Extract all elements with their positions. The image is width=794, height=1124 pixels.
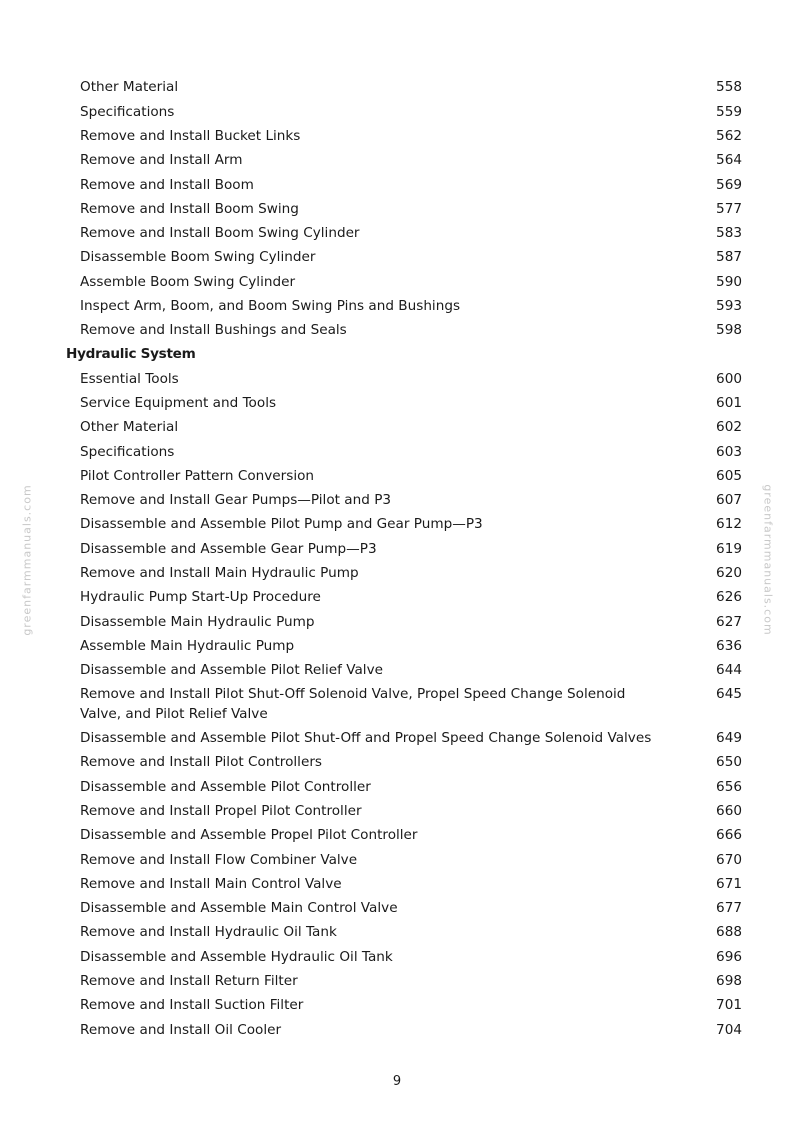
toc-entry-title: Remove and Install Boom: [80, 176, 254, 193]
toc-entry-page: 562: [716, 127, 742, 144]
section-heading[interactable]: Hydraulic System: [66, 346, 196, 363]
toc-entry-title: Remove and Install Gear Pumps—Pilot and P3: [80, 492, 392, 509]
toc-entry-page: 670: [716, 851, 742, 868]
toc-entry-title: Remove and Install Hydraulic Oil Tank: [80, 924, 337, 941]
toc-entry[interactable]: [66, 562, 742, 586]
toc-entry-title: Remove and Install Flow Combiner Valve: [80, 851, 358, 868]
toc-entry[interactable]: [66, 659, 742, 683]
toc-entry-page: 583: [716, 225, 742, 242]
toc-entry[interactable]: [66, 392, 742, 416]
toc-entry[interactable]: [66, 246, 742, 270]
toc-entry[interactable]: [66, 610, 742, 634]
toc-entry-page: 605: [716, 467, 742, 484]
toc-entry-title: Other Material: [80, 419, 179, 436]
page-number: 9: [392, 1074, 402, 1089]
toc-entry[interactable]: [66, 921, 742, 945]
toc-entry-title: Disassemble and Assemble Pilot Pump and Gear Pump—P3: [80, 516, 483, 533]
toc-entry-page: 644: [716, 662, 742, 679]
toc-entry-title: Service Equipment and Tools: [80, 395, 277, 412]
toc-entry-page: 564: [716, 152, 742, 169]
toc-entry[interactable]: [66, 634, 742, 658]
toc-entry-title: Disassemble and Assemble Hydraulic Oil Tank: [80, 948, 393, 965]
toc-entry[interactable]: [66, 727, 742, 751]
toc-entry-page: 649: [716, 730, 742, 747]
toc-entry[interactable]: [66, 824, 742, 848]
toc-entry-title: Remove and Install Main Control Valve: [80, 875, 342, 892]
toc-entry[interactable]: [66, 1018, 742, 1042]
toc-entry-page: 620: [716, 565, 742, 582]
toc-entry-page: 601: [716, 395, 742, 412]
toc-entry[interactable]: [66, 873, 742, 897]
toc-entry[interactable]: [66, 270, 742, 294]
toc-entry-title: Disassemble and Assemble Main Control Valve: [80, 900, 398, 917]
watermark-left: greenfarmmanuals.com: [20, 484, 34, 636]
toc-entry-page: 593: [716, 297, 742, 314]
table-of-contents: [66, 76, 742, 1042]
toc-entry-title: Remove and Install Arm: [80, 152, 243, 169]
toc-entry-page: 598: [716, 322, 742, 339]
toc-entries-top: [66, 76, 742, 343]
toc-entry[interactable]: [66, 416, 742, 440]
toc-entry-title: Remove and Install Return Filter: [80, 973, 298, 990]
toc-entry-title: Pilot Controller Pattern Conversion: [80, 467, 315, 484]
toc-entry[interactable]: [66, 197, 742, 221]
toc-entry[interactable]: [66, 537, 742, 561]
toc-entry-page: 671: [716, 875, 742, 892]
toc-entry[interactable]: [66, 465, 742, 489]
toc-entry[interactable]: [66, 683, 742, 727]
toc-entry-page: 607: [716, 492, 742, 509]
toc-entry-title: Disassemble Boom Swing Cylinder: [80, 249, 316, 266]
toc-entry[interactable]: [66, 586, 742, 610]
toc-entry-title: Remove and Install Main Hydraulic Pump: [80, 565, 359, 582]
toc-entry-page: 603: [716, 443, 742, 460]
toc-entry-title: Disassemble and Assemble Propel Pilot Controller: [80, 827, 418, 844]
toc-entries-hydraulic: [66, 367, 742, 1042]
toc-entry-title: Specifications: [80, 443, 175, 460]
toc-entry[interactable]: [66, 489, 742, 513]
toc-entry[interactable]: [66, 76, 742, 100]
toc-entry-title: Remove and Install Pilot Shut-Off Solenoid Valve, Propel Speed Change Solenoid Valve, and Pilot Relief Valve: [80, 686, 626, 722]
toc-entry-title: Disassemble and Assemble Gear Pump—P3: [80, 540, 377, 557]
toc-entry[interactable]: [66, 897, 742, 921]
toc-entry-title: Remove and Install Bucket Links: [80, 127, 301, 144]
toc-entry-title: Remove and Install Suction Filter: [80, 997, 304, 1014]
toc-entry-page: 612: [716, 516, 742, 533]
toc-entry[interactable]: [66, 173, 742, 197]
toc-entry-title: Remove and Install Boom Swing Cylinder: [80, 225, 360, 242]
toc-entry-page: 666: [716, 827, 742, 844]
toc-entry-page: 600: [716, 370, 742, 387]
toc-entry-title: Specifications: [80, 103, 175, 120]
toc-entry[interactable]: [66, 295, 742, 319]
toc-entry-page: 701: [716, 997, 742, 1014]
toc-entry-title: Disassemble and Assemble Pilot Shut-Off and Propel Speed Change Solenoid Valves: [80, 730, 652, 747]
toc-entry-page: 704: [716, 1021, 742, 1038]
toc-entry-page: 626: [716, 589, 742, 606]
toc-entry-page: 688: [716, 924, 742, 941]
toc-entry-page: 602: [716, 419, 742, 436]
toc-entry[interactable]: [66, 513, 742, 537]
toc-entry-title: Disassemble and Assemble Pilot Controller: [80, 778, 371, 795]
toc-entry-page: 590: [716, 273, 742, 290]
toc-entry[interactable]: [66, 149, 742, 173]
toc-entry[interactable]: [66, 751, 742, 775]
toc-entry-title: Remove and Install Pilot Controllers: [80, 754, 322, 771]
toc-entry-page: 696: [716, 948, 742, 965]
toc-entry[interactable]: [66, 319, 742, 343]
toc-entry-page: 569: [716, 176, 742, 193]
toc-entry-page: 677: [716, 900, 742, 917]
toc-entry[interactable]: [66, 970, 742, 994]
toc-entry-title: Inspect Arm, Boom, and Boom Swing Pins and Bushings: [80, 297, 461, 314]
toc-entry-page: 558: [716, 79, 742, 96]
toc-entry[interactable]: [66, 945, 742, 969]
toc-entry-page: 650: [716, 754, 742, 771]
toc-entry[interactable]: [66, 125, 742, 149]
toc-entry[interactable]: [66, 994, 742, 1018]
toc-entry-title: Remove and Install Boom Swing: [80, 200, 299, 217]
toc-entry-title: Other Material: [80, 79, 179, 96]
toc-entry[interactable]: [66, 222, 742, 246]
toc-entry[interactable]: [66, 100, 742, 124]
toc-entry[interactable]: [66, 367, 742, 391]
toc-entry-title: Essential Tools: [80, 370, 179, 387]
toc-entry-page: 636: [716, 637, 742, 654]
toc-entry-title: Remove and Install Oil Cooler: [80, 1021, 282, 1038]
toc-entry[interactable]: [66, 775, 742, 799]
toc-entry-title: Remove and Install Propel Pilot Controller: [80, 803, 362, 820]
toc-entry-title: Hydraulic Pump Start-Up Procedure: [80, 589, 321, 606]
toc-entry-page: 587: [716, 249, 742, 266]
toc-entry-page: 645: [716, 686, 742, 703]
toc-entry-page: 656: [716, 778, 742, 795]
toc-entry-title: Disassemble Main Hydraulic Pump: [80, 613, 315, 630]
toc-entry-title: Disassemble and Assemble Pilot Relief Valve: [80, 662, 383, 679]
toc-entry-title: Assemble Boom Swing Cylinder: [80, 273, 296, 290]
toc-entry-page: 577: [716, 200, 742, 217]
toc-entry[interactable]: [66, 848, 742, 872]
toc-entry-page: 698: [716, 973, 742, 990]
toc-entry-page: 627: [716, 613, 742, 630]
toc-entry[interactable]: [66, 800, 742, 824]
toc-entry-page: 660: [716, 803, 742, 820]
toc-entry-title: Remove and Install Bushings and Seals: [80, 322, 347, 339]
watermark-right: greenfarmmanuals.com: [761, 484, 775, 636]
toc-entry-page: 619: [716, 540, 742, 557]
toc-entry[interactable]: [66, 440, 742, 464]
toc-entry-page: 559: [716, 103, 742, 120]
toc-entry-title: Assemble Main Hydraulic Pump: [80, 637, 295, 654]
